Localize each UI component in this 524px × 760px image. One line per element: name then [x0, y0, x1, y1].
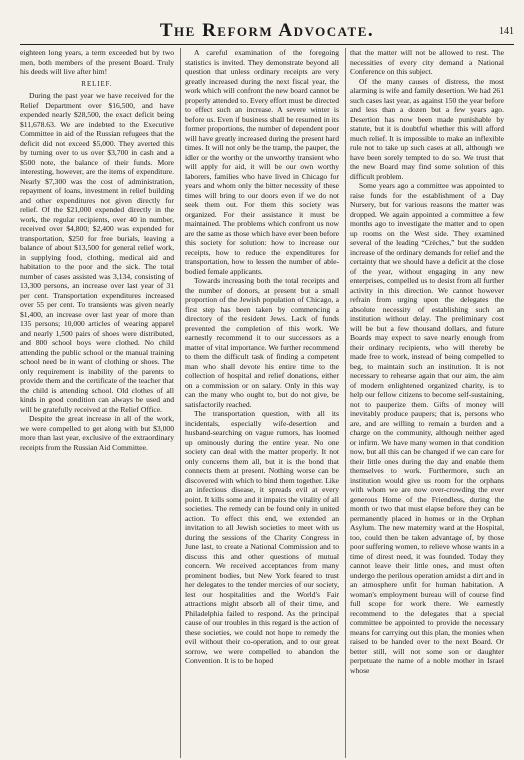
paragraph: During the past year we have received for the Relief Department over $16,500, and have expended nearly $28,500, the exact deficit being $11,678.63. We are indebted to the Executive Committee in aid of the Russian refugees that the deficit did not exceed $5,000. They averted this by turning over to us over $3,700 in cash and a $500 note, the balance of their funds. More interesting, however, are the items of expenditure. Nearly $7,300 was the cost of administration, repayment of loans, investment in relief building and other expenditures not given directly for relief. Of the $21,000 expended directly in the work, the regular recipients, over 40 in number, received over $4,800; $2,400 was expended for transportation, $250 for free burials, leaving a balance of about $13,500 for general relief work, in supplying food, clothing, medical aid and habitation to the poor and the sick. The total number of cases assisted was 3,134, consisting of 13,300 persons, an increase over last year of 31 per cent. Transportation expenditures increased over 55 per cent. To transients was given nearly $1,400, an increase over last year of more than 135 persons; 10,000 articles of wearing apparel and nearly 1,500 pairs of shoes were distributed, and 800 school boys were clothed. No child attending the public school or the manual training school need be in want of clothing or shoes. The only requirement is inability of the parents to provide them and the certificate of the teacher that the child is attending school. Old clothes of all kinds in good condition can always be used and will be gratefully received at the Relief Office. [20, 91, 174, 414]
column-1 [20, 48, 174, 758]
paragraph: A careful examination of the foregoing statistics is invited. They demonstrate beyond all question that unless ordinary receipts are very greatly increased during the next fiscal year, the work which will confront the new board cannot be properly attended to. Every effort must be directed to effect such an increase. A severe winter is before us. Even if business shall be resumed in its former proportions, the number of dependent poor will have greatly increased during the present hard times. It will not only be the tramp, the pauper, the idler or the worthy or the unworthy transient who will apply for aid, it will be our own worthy laborers, families who have lived in Chicago for years and whom only the bitter necessity of these times will bring to our doors even if we do not seek them out. For them this society was organized. For their assistance it must be maintained. The problems which confront us now are the same as those which have ever been before this society for solution: how to increase our receipts, how to reduce the expenditures for transportation, how to lessen the number of able-bodied female applicants. [185, 48, 339, 276]
paragraph: Of the many causes of distress, the most alarming is wife and family desertion. We had 261 such cases last year, as against 150 the year before and less than a dozen but a few years ago. Desertion has now been made punishable by statute, but it is doubtful whether this will afford much relief. It is impossible to make an inflexible rule not to take up such cases at all, although we have been sorely tempted to do so. We trust that the new Board may find some solution of this difficult problem. [350, 76, 504, 181]
paragraph: eighteen long years, a term exceeded but by two men, both members of the present Board. Truly his deeds will live after him! [20, 48, 174, 76]
article-columns [20, 48, 514, 758]
header-rule [20, 44, 514, 45]
column-divider [345, 48, 346, 758]
column-2 [185, 48, 339, 758]
publication-title: The Reform Advocate. [159, 20, 375, 41]
paragraph: Some years ago a committee was appointed to raise funds for the establishment of a Day Nursery, but for various reasons the matter was dropped. We again appointed a committee a few months ago to investigate the matter and to open up rooms on the West side. They examined several of the leading “Crèches,” but the sudden increase of the ordinary demands for relief and the certainty that we should have a deficit at the close of the year, without engaging in any new enterprises, compelled us to desist from all further activity in this direction. We cannot however refrain from urging upon the delegates the absolute necessity of establishing such an institution without delay. The preliminary cost will be but a few thousand dollars, and future Boards may expect to save nearly enough from their ordinary recipients, who will thereby be made free to work, instead of being compelled to beg, to maintain such an institution. It is not necessary to rehearse again that our aim, the aim of modern enlightened organized charity, is to help our fellow citizens to become self-sustaining, not to pauperize them. Gifts of money will inevitably produce paupers; that is, persons who are, and are willing to remain a burden and a charge on the community, although neither aged or infirm. We have many women in that condition now, but all this can be changed if we can care for their little ones during the day and enable them themselves to work. Furthermore, such an institution would give us room for the orphans with whom we are now over-crowding the ever generous Home of the Friendless, during the month or two that must elapse before they can be permanently placed in homes or in the Orphan Asylum. The new maternity ward at the Hospital, too, could then be taken advantage of, by those poor suffering women, to relieve whose wants in a time of direst need, it was founded. Today they cannot leave their little ones, and must often undergo the perilous operation amidst a dirt and in an atmosphere unfit for human habitation. A woman's employment bureau will of course find full scope for work there. We earnestly recommend to the delegates that a special committee be appointed to provide the necessary means for carrying out this plan, the monies when raised to be handed over to the next Board. Or better still, will not some son or daughter perpetuate the name of a noble mother in Israel whose [350, 181, 504, 675]
page-number: 141 [499, 26, 514, 37]
column-3 [350, 48, 504, 758]
column-divider [180, 48, 181, 758]
page-header [20, 6, 514, 42]
paragraph: Despite the great increase in all of the work, we were compelled to get along with but $3,000 more than last year, exclusive of the extraordinary receipts from the Russian Aid Committee. [20, 414, 174, 452]
paragraph: Towards increasing both the total receipts and the number of donors, at present but a small proportion of the Jewish population of Chicago, a first step has been taken by commencing a directory of the resident Jews. Lack of funds prevented the completion of this work. We earnestly recommend it to our successors as a matter of vital importance. We further recommend to them the difficult task of finding a competent man who shall devote his entire time to the collection of hospital and relief donations, either on a commission or on salary. Only in this way can the many who ought to, but do not give, be satisfactorily reached. [185, 276, 339, 409]
section-heading-relief: RELIEF. [81, 80, 113, 88]
paragraph: that the matter will not be allowed to rest. The necessities of every city demand a National Conference on this subject. [350, 48, 504, 76]
paragraph: The transportation question, with all its incidentals, especially wife-desertion and husband-searching on vague rumors, has loomed up ominously during the entire year. No one society can deal with the matter properly. It not only concerns them all, but it is the bond that connects them at present. Nothing worse can be discovered with which to bind them together. Like an infectious disease, it spreads evil at every point. It kills some and it impairs the vitality of all societies. The remedy can be found only in united action. To effect this end, we extended an invitation to all Jewish societies to meet with us during the sessions of the Charity Congress in June last, to create a National Commission and to discuss this and other questions of mutual concern. We received acceptances from many prominent bodies, but New York feared to trust her delegates to the tender mercies of our society, lest our hospitalities and the World's Fair attractions might absorb all of their time, and Philadelphia failed to respond. As the principal cause of our troubles in this regard is the action of these societies, we could not hope to remedy the evil without their co-operation, and to our great sorrow, we were compelled to abandon the Convention. It is to be hoped [185, 409, 339, 665]
